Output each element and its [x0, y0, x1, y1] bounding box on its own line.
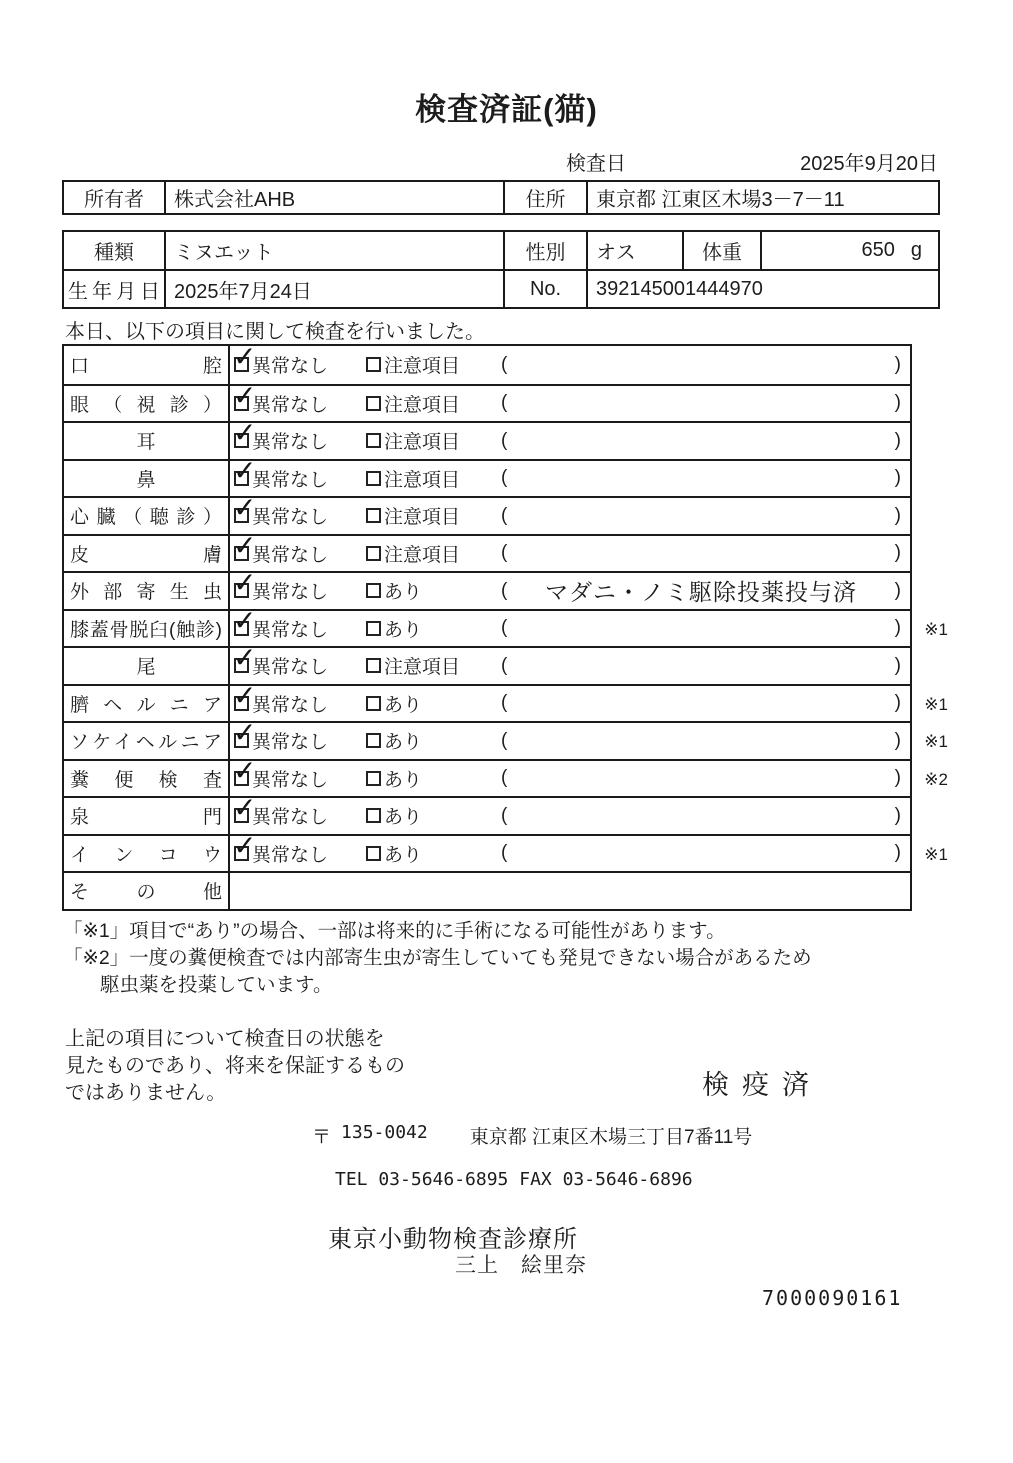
- checkmark-icon: ✓: [233, 341, 257, 373]
- exam-row: [64, 679, 948, 722]
- checkbox-unchecked: [366, 771, 381, 786]
- page-title: 検査済証(猫): [415, 92, 598, 127]
- exam-row: [64, 379, 910, 422]
- exam-item-label: 眼（視診）: [64, 386, 230, 422]
- clinic-address: 東京都 江東区木場三丁目7番11号: [469, 1127, 753, 1148]
- checkbox-unchecked: [366, 808, 381, 823]
- footnote-2: 「※2」一度の糞便検査では内部寄生虫が寄生していても発見できない場合があるため: [63, 947, 812, 969]
- species-label-cell: 種類: [64, 232, 166, 269]
- checkmark-icon: ✓: [233, 642, 257, 674]
- checkmark-icon: ✓: [233, 829, 257, 861]
- remark-field: ( ): [501, 392, 901, 414]
- remark-text: マダニ・ノミ駆除投薬投与済: [545, 579, 857, 606]
- checkmark-icon: ✓: [233, 492, 257, 524]
- footnote-mark: ※1: [924, 619, 948, 639]
- birth-value-cell: 2025年7月24日: [166, 271, 505, 307]
- checkbox-checked: [233, 529, 257, 561]
- exam-item-label: 糞便検査: [64, 761, 230, 797]
- footnote-mark: ※2: [924, 769, 948, 789]
- checkbox-unchecked: [366, 658, 381, 673]
- option-present: あり: [366, 727, 501, 754]
- disclaimer-text: 上記の項目について検査日の状態を 見たものであり、将来を保証するもの ではありません。: [65, 1028, 405, 1104]
- exam-row: [64, 717, 948, 759]
- weight-value-cell: [762, 232, 938, 269]
- document-code: 7000090161: [762, 1286, 903, 1310]
- option-caution: 注意項目: [366, 502, 501, 529]
- option-normal: ✓ 異常なし: [233, 642, 329, 679]
- footnote-mark: ※1: [924, 732, 948, 751]
- option-normal: ✓ 異常なし: [233, 379, 329, 416]
- checkbox-checked: [233, 754, 257, 786]
- owner-label-cell: 所有者: [64, 182, 166, 213]
- checkbox-unchecked: [366, 546, 381, 561]
- checkbox-unchecked: [366, 846, 381, 861]
- option-caution: 注意項目: [366, 390, 501, 417]
- exam-item-label: 泉門: [64, 798, 230, 834]
- remark-field: ( ): [501, 654, 901, 676]
- option-caution: 注意項目: [366, 427, 501, 454]
- checkbox-unchecked: [366, 357, 381, 372]
- exam-item-label: 皮膚: [64, 536, 230, 572]
- exam-item-label: インコウ: [64, 836, 230, 872]
- checkmark-icon: ✓: [233, 417, 257, 449]
- exam-item-label: 臍ヘルニア: [64, 686, 230, 722]
- option-caution: 注意項目: [366, 652, 501, 679]
- option-normal: ✓ 異常なし: [233, 492, 329, 529]
- option-normal: ✓ 異常なし: [233, 341, 329, 378]
- checkbox-unchecked: [366, 733, 381, 748]
- exam-row: [64, 792, 910, 834]
- checkmark-icon: ✓: [233, 717, 257, 749]
- birth-label-cell: 生年月日: [64, 271, 166, 307]
- no-value-cell: 392145001444970: [596, 277, 763, 300]
- exam-row: [64, 529, 910, 572]
- checkbox-checked: [233, 417, 257, 449]
- checkbox-checked: [233, 492, 257, 524]
- remark-field: ( ): [501, 542, 901, 564]
- option-normal: ✓ 異常なし: [233, 454, 329, 491]
- option-normal: ✓ 異常なし: [233, 529, 329, 566]
- exam-item-label: 尾: [64, 648, 230, 684]
- checkmark-icon: ✓: [233, 754, 257, 786]
- exam-item-label: 鼻: [64, 461, 230, 497]
- remark-field: ( ): [501, 842, 901, 864]
- inspection-date-label: 検査日: [566, 153, 626, 175]
- option-present: あり: [366, 615, 501, 642]
- exam-row: [64, 754, 948, 797]
- exam-checklist-table: [62, 341, 948, 911]
- option-present: あり: [366, 577, 501, 604]
- quarantine-stamp: 検疫済: [702, 1070, 822, 1100]
- option-caution: 注意項目: [366, 351, 501, 378]
- checkbox-unchecked: [366, 696, 381, 711]
- checkbox-unchecked: [366, 471, 381, 486]
- option-present: あり: [366, 802, 501, 829]
- option-normal: ✓ 異常なし: [233, 567, 329, 604]
- postal-code: 135-0042: [341, 1122, 428, 1143]
- checkmark-icon: ✓: [233, 379, 257, 411]
- exam-row: [64, 642, 910, 684]
- clinic-tel-fax: TEL 03-5646-6895 FAX 03-5646-6896: [335, 1169, 693, 1190]
- checkbox-checked: [233, 341, 257, 373]
- option-normal: ✓ 異常なし: [233, 679, 329, 716]
- option-normal: ✓ 異常なし: [233, 754, 329, 791]
- option-present: あり: [366, 765, 501, 792]
- checkbox-unchecked: [366, 621, 381, 636]
- checkbox-unchecked: [366, 583, 381, 598]
- exam-item-label: 耳: [64, 423, 230, 459]
- remark-field: ( ): [501, 429, 901, 451]
- remark-field: ( ): [501, 353, 901, 375]
- sex-value-cell: オス: [588, 232, 684, 269]
- clinic-postal-address: [312, 1122, 752, 1149]
- checkmark-icon: ✓: [233, 604, 257, 636]
- remark-field: ( マダニ・ノミ駆除投薬投与済 ): [501, 574, 910, 607]
- intro-text: 本日、以下の項目に関して検査を行いました。: [65, 321, 485, 343]
- checkbox-checked: [233, 454, 257, 486]
- pet-info-table: [62, 230, 940, 309]
- exam-item-label: 外部寄生虫: [64, 573, 230, 609]
- exam-row-other: [64, 871, 910, 909]
- no-label-cell: No.: [505, 271, 588, 307]
- remark-field: ( ): [501, 467, 901, 489]
- footnotes: [63, 918, 812, 999]
- checkbox-unchecked: [366, 433, 381, 448]
- checkbox-checked: [233, 604, 257, 636]
- species-value-cell: ミヌエット: [166, 232, 505, 269]
- remark-field: ( ): [501, 617, 901, 639]
- exam-row: [64, 454, 910, 497]
- exam-item-label: 心臓（聴診）: [64, 498, 230, 534]
- checkmark-icon: ✓: [233, 529, 257, 561]
- checkbox-unchecked: [366, 508, 381, 523]
- weight-unit: g: [910, 239, 922, 262]
- option-normal: ✓ 異常なし: [233, 717, 329, 754]
- remark-field: ( ): [501, 692, 901, 714]
- exam-row: [64, 417, 910, 459]
- exam-item-label: ソケイヘルニア: [64, 723, 230, 759]
- owner-value-cell: 株式会社AHB: [166, 182, 505, 213]
- inspection-date-row: [0, 147, 1013, 175]
- clinic-name: 東京小動物検査診療所: [328, 1226, 578, 1253]
- footnote-1: 「※1」項目で“あり”の場合、一部は将来的に手術になる可能性があります。: [63, 920, 726, 942]
- remark-field: ( ): [501, 767, 901, 789]
- checkmark-icon: ✓: [233, 567, 257, 599]
- option-caution: 注意項目: [366, 465, 501, 492]
- postal-mark: 〒: [312, 1127, 332, 1148]
- weight-value: 650: [861, 239, 895, 262]
- checkbox-checked: [233, 567, 257, 599]
- option-normal: ✓ 異常なし: [233, 417, 329, 454]
- checkbox-checked: [233, 717, 257, 749]
- option-present: あり: [366, 690, 501, 717]
- exam-row: [64, 829, 948, 872]
- checkbox-checked: [233, 792, 257, 824]
- footnote-mark: ※1: [924, 694, 948, 714]
- remark-field: ( ): [501, 729, 901, 751]
- checkmark-icon: ✓: [233, 792, 257, 824]
- checkmark-icon: ✓: [233, 454, 257, 486]
- checkbox-checked: [233, 679, 257, 711]
- remark-field: ( ): [501, 804, 901, 826]
- exam-row: [64, 341, 910, 384]
- exam-item-label: 口腔: [64, 346, 230, 384]
- option-normal: ✓ 異常なし: [233, 829, 329, 866]
- checkmark-icon: ✓: [233, 679, 257, 711]
- checkbox-checked: [233, 379, 257, 411]
- examiner-name: 三上 絵里奈: [455, 1254, 587, 1277]
- checkbox-checked: [233, 642, 257, 674]
- exam-row: [64, 604, 948, 647]
- owner-table: [62, 180, 940, 215]
- checkbox-unchecked: [366, 396, 381, 411]
- footnote-2-continued: 駆虫薬を投薬しています。: [100, 974, 333, 996]
- option-caution: 注意項目: [366, 540, 501, 567]
- address-label-cell: 住所: [505, 182, 588, 213]
- exam-item-label: その他: [64, 873, 230, 909]
- exam-row: [64, 567, 910, 609]
- inspection-date-value: 2025年9月20日: [800, 153, 938, 175]
- address-value-cell: 東京都 江東区木場3－7－11: [596, 189, 845, 211]
- exam-item-label: 膝蓋骨脱臼(触診): [64, 611, 230, 647]
- option-present: あり: [366, 840, 501, 867]
- remark-field: ( ): [501, 504, 901, 526]
- sex-label-cell: 性別: [505, 232, 588, 269]
- option-normal: ✓ 異常なし: [233, 604, 329, 641]
- checkbox-checked: [233, 829, 257, 861]
- option-normal: ✓ 異常なし: [233, 792, 329, 829]
- weight-label-cell: 体重: [684, 232, 762, 269]
- footnote-mark: ※1: [924, 844, 948, 864]
- exam-row: [64, 492, 910, 534]
